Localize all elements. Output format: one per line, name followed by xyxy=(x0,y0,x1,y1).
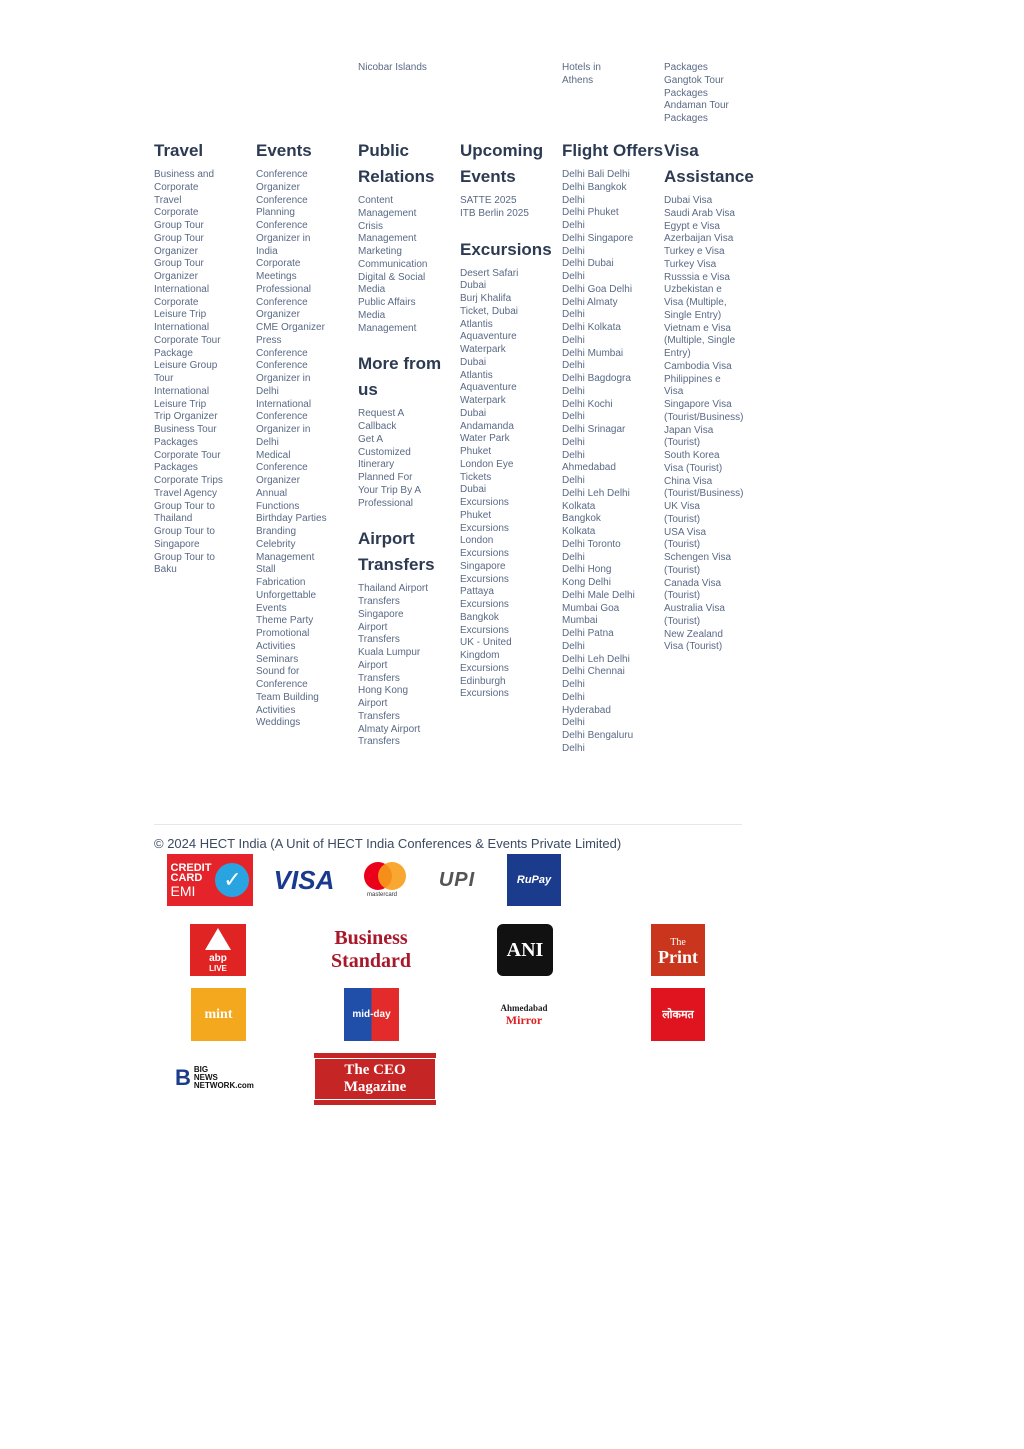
footer-link[interactable]: Delhi xyxy=(562,679,585,690)
footer-link[interactable]: Water Park xyxy=(460,433,510,445)
footer-link[interactable]: Delhi Bengaluru xyxy=(562,730,634,741)
footer-link[interactable]: Vietnam e Visa xyxy=(664,322,731,334)
visa-logo: VISA xyxy=(273,864,335,895)
footer-link[interactable]: Delhi Patna xyxy=(562,628,614,639)
footer-link[interactable]: Singapore xyxy=(460,560,506,572)
footer-link[interactable]: Turkey Visa xyxy=(664,258,717,270)
footer-link[interactable]: Delhi Dubai xyxy=(562,258,614,270)
footer-link[interactable]: (Tourist) xyxy=(664,564,701,576)
footer-link[interactable]: International xyxy=(154,385,210,397)
emi-line1: CREDIT xyxy=(170,861,212,874)
footer-link-list xyxy=(358,195,460,335)
footer-link[interactable]: Group Tour xyxy=(154,220,204,231)
footer-link[interactable]: Waterpark xyxy=(460,344,506,355)
footer-link[interactable]: Transfers xyxy=(358,736,400,748)
footer-link-list xyxy=(460,195,562,221)
footer-link[interactable]: Bangkok xyxy=(562,513,601,525)
footer-link[interactable]: (Tourist) xyxy=(664,437,701,449)
footer-link[interactable]: Ticket, Dubai xyxy=(460,305,518,317)
footer-section-heading: Travel xyxy=(154,141,204,160)
footer-link[interactable]: Delhi xyxy=(562,449,585,461)
footer-link[interactable]: Conference xyxy=(256,169,308,180)
footer-link[interactable]: Travel Agency xyxy=(154,487,217,499)
footer-link[interactable]: Organizer xyxy=(256,309,300,321)
mint-logo[interactable]: mint xyxy=(191,988,246,1041)
footer-link[interactable]: Delhi Hong xyxy=(562,564,612,576)
footer-link-list xyxy=(562,169,664,756)
footer-link[interactable]: Marketing xyxy=(358,246,402,257)
fragment-link[interactable]: Packages xyxy=(664,113,708,125)
footer-link[interactable]: Edinburgh xyxy=(460,675,506,687)
footer-link[interactable]: Aquaventure xyxy=(460,382,517,394)
footer-link[interactable]: Single Entry) xyxy=(664,309,722,321)
fragment-link[interactable]: Packages xyxy=(664,87,708,99)
footer-link[interactable]: Conference xyxy=(256,220,308,231)
footer-link[interactable]: Organizer xyxy=(154,271,198,282)
footer-link[interactable]: Crisis xyxy=(358,220,383,232)
footer-link[interactable]: Delhi Bali Delhi xyxy=(562,169,630,180)
footer-link[interactable]: Travel xyxy=(154,194,182,206)
footer-link[interactable]: Airport xyxy=(358,659,388,671)
emi-line2: CARD xyxy=(170,872,203,884)
footer-link[interactable]: Aquaventure xyxy=(460,331,517,343)
footer-link[interactable]: Fabrication xyxy=(256,577,306,588)
footer-link[interactable]: Callback xyxy=(358,421,397,432)
footer-link[interactable]: Organizer xyxy=(256,181,300,193)
check-icon: ✓ xyxy=(215,863,249,897)
footer-link[interactable]: Corporate xyxy=(256,258,301,270)
footer-link[interactable]: Excursions xyxy=(460,522,509,534)
footer-link[interactable]: Delhi Leh Delhi xyxy=(562,487,630,499)
top-fragment-col5 xyxy=(562,62,654,88)
footer-link[interactable]: Pattaya xyxy=(460,586,494,598)
footer-link-list xyxy=(358,408,460,510)
emi-line3: EMI xyxy=(170,882,196,899)
footer-link[interactable]: Branding xyxy=(256,526,297,537)
footer-link[interactable]: Dubai Visa xyxy=(664,195,713,206)
footer-link[interactable]: UK - United xyxy=(460,637,512,649)
footer-link[interactable]: Waterpark xyxy=(460,395,506,406)
footer-link[interactable]: Tour xyxy=(154,373,174,384)
footer-link[interactable]: Excursions xyxy=(460,624,509,636)
footer-link[interactable]: Dubai xyxy=(460,484,487,496)
footer-link[interactable]: Delhi xyxy=(562,245,585,257)
top-fragment-col6 xyxy=(664,62,756,126)
footer-link[interactable]: Team Building xyxy=(256,691,319,703)
footer-link[interactable]: Excursions xyxy=(460,599,509,610)
footer-link[interactable]: (Tourist) xyxy=(664,590,701,602)
footer-link[interactable]: Delhi xyxy=(256,385,279,397)
footer-link[interactable]: London Eye xyxy=(460,458,514,470)
amirror-line1: Ahmedabad xyxy=(500,1003,548,1013)
footer-link[interactable]: Stall xyxy=(256,564,276,576)
footer-link[interactable]: Corporate xyxy=(154,181,199,193)
abp-triangle-icon xyxy=(205,928,231,950)
footer-link[interactable]: Corporate Tour xyxy=(154,449,221,461)
lokmat-logo[interactable]: लोकमत xyxy=(651,988,705,1041)
footer-link[interactable]: Activities xyxy=(256,704,296,716)
footer-link[interactable]: Delhi Kolkata xyxy=(562,322,621,333)
footer-link[interactable]: Customized xyxy=(358,446,411,458)
footer-link[interactable]: Delhi Mumbai xyxy=(562,347,624,359)
footer-link[interactable]: Request A xyxy=(358,408,405,420)
footer-link[interactable]: Kolkata xyxy=(562,526,596,537)
footer-link[interactable]: Canada Visa xyxy=(664,577,722,589)
big-news-network-logo[interactable] xyxy=(175,1063,265,1093)
footer-link[interactable]: International xyxy=(256,398,312,410)
footer-link[interactable]: Management xyxy=(256,551,315,563)
footer-link[interactable]: Bangkok xyxy=(460,611,499,623)
footer-section-heading: Visa Assistance xyxy=(664,141,754,186)
mastercard-label: mastercard xyxy=(366,892,397,898)
footer-link[interactable]: Delhi xyxy=(562,334,585,346)
footer-link-list xyxy=(460,268,562,702)
footer-link[interactable]: Leisure Trip xyxy=(154,309,207,321)
footer-link[interactable]: International xyxy=(154,283,210,295)
footer-link[interactable]: Digital & Social xyxy=(358,271,426,283)
fragment-link[interactable]: Packages xyxy=(664,62,708,73)
footer-link[interactable]: Media xyxy=(358,309,386,321)
footer-link[interactable]: Almaty Airport xyxy=(358,723,421,735)
footer-link[interactable]: Your Trip By A xyxy=(358,484,421,496)
footer-link[interactable]: Visa xyxy=(664,386,684,398)
footer-link[interactable]: Group Tour to xyxy=(154,551,215,563)
print-the: The xyxy=(670,937,686,948)
footer-link[interactable]: Singapore xyxy=(154,538,200,550)
footer-section-heading: Public Relations xyxy=(358,141,435,186)
footer-link[interactable]: Organizer xyxy=(256,475,300,486)
footer-section-heading: Excursions xyxy=(460,239,552,259)
footer-link[interactable]: Conference xyxy=(256,360,308,372)
credit-card-emi-logo xyxy=(167,854,253,906)
footer-link[interactable]: Hyderabad xyxy=(562,704,611,716)
footer-column xyxy=(358,138,460,765)
footer-link[interactable]: Group Tour to xyxy=(154,500,215,512)
footer-link[interactable]: Delhi Chennai xyxy=(562,666,625,678)
copyright-text: © 2024 HECT India (A Unit of HECT India Conferences & Events Private Limited) xyxy=(154,836,622,851)
footer-link[interactable]: Delhi xyxy=(562,194,585,206)
footer-link[interactable]: Cambodia Visa xyxy=(664,360,732,372)
footer-link-list xyxy=(664,195,764,654)
footer-link[interactable]: Package xyxy=(154,347,193,359)
fragment-link[interactable]: Andaman Tour xyxy=(664,100,729,112)
bnn-news: NEWS xyxy=(193,1073,218,1082)
footer-link[interactable]: Management xyxy=(358,207,417,219)
footer-link[interactable]: Conference xyxy=(256,194,308,206)
footer-link[interactable]: China Visa xyxy=(664,475,713,487)
footer-link[interactable]: Activities xyxy=(256,640,296,652)
footer-link[interactable]: Planning xyxy=(256,207,295,219)
footer-link[interactable]: Japan Visa xyxy=(664,424,714,436)
footer-link-list xyxy=(358,583,460,749)
footer-link[interactable]: Delhi Phuket xyxy=(562,207,619,219)
footer-link[interactable]: UK Visa xyxy=(664,501,700,512)
footer-column xyxy=(256,138,358,746)
footer-link[interactable]: Delhi xyxy=(562,411,585,423)
footer-link[interactable]: Delhi xyxy=(562,742,585,754)
footer-link[interactable]: Andamanda xyxy=(460,420,514,432)
footer-link[interactable]: Delhi Bagdogra xyxy=(562,373,631,384)
fragment-link[interactable]: Nicobar Islands xyxy=(358,62,427,73)
footer-link[interactable]: Conference xyxy=(256,679,308,690)
footer-link[interactable]: Delhi Almaty xyxy=(562,296,618,308)
footer-link[interactable]: Get A xyxy=(358,433,384,445)
footer-link[interactable]: Group Tour xyxy=(154,258,204,270)
footer-link[interactable]: Conference xyxy=(256,411,308,423)
footer-link[interactable]: Kingdom xyxy=(460,650,500,661)
footer-link[interactable]: Delhi xyxy=(562,640,585,652)
footer-link[interactable]: Turkey e Visa xyxy=(664,246,725,257)
footer-link[interactable]: Corporate Trips xyxy=(154,475,223,486)
footer-link[interactable]: Thailand xyxy=(154,513,193,525)
footer-link[interactable]: Delhi xyxy=(562,436,585,448)
footer-link[interactable]: Sound for xyxy=(256,666,300,678)
print-name: Print xyxy=(658,947,698,967)
footer-link[interactable]: Functions xyxy=(256,500,300,512)
footer-link[interactable]: Promotional xyxy=(256,628,310,639)
footer-link[interactable]: Egypt e Visa xyxy=(664,220,720,232)
footer-link[interactable]: Delhi Male Delhi xyxy=(562,589,635,601)
footer-link[interactable]: Organizer in xyxy=(256,424,311,435)
footer-link[interactable]: Leisure Trip xyxy=(154,398,207,410)
footer-link[interactable]: Delhi xyxy=(562,360,585,372)
footer-link[interactable]: Conference xyxy=(256,296,308,308)
footer-link[interactable]: Visa (Tourist) xyxy=(664,462,723,474)
footer-link[interactable]: Atlantis xyxy=(460,369,493,381)
footer-link[interactable]: Dubai xyxy=(460,356,487,368)
footer-link[interactable]: Group Tour xyxy=(154,232,204,244)
footer-link[interactable]: London xyxy=(460,535,494,547)
amirror-line2: Mirror xyxy=(505,1013,543,1027)
footer-link[interactable]: Dubai xyxy=(460,280,487,292)
footer-link[interactable]: Transfers xyxy=(358,596,400,607)
footer-column xyxy=(154,138,256,593)
footer-column xyxy=(460,138,562,717)
footer-link[interactable]: Packages xyxy=(154,462,198,474)
bnn-b-icon: B xyxy=(175,1065,191,1090)
footer-link[interactable]: Ahmedabad xyxy=(562,462,616,474)
footer-link-list xyxy=(154,169,256,577)
footer-link[interactable]: Packages xyxy=(154,436,198,448)
footer-link[interactable]: Delhi xyxy=(562,271,585,282)
footer-link[interactable]: Delhi Bangkok xyxy=(562,181,627,193)
footer-divider xyxy=(154,824,742,825)
footer-link[interactable]: Corporate xyxy=(154,207,199,219)
footer-link[interactable]: Professional xyxy=(358,497,414,509)
footer-section-heading: Upcoming Events xyxy=(460,141,544,186)
bnn-big: BIG xyxy=(193,1065,209,1074)
footer-link[interactable]: Organizer xyxy=(154,245,198,257)
abp-live-logo[interactable] xyxy=(190,924,246,976)
footer-link[interactable]: Organizer in xyxy=(256,232,311,244)
footer-column xyxy=(562,138,664,772)
footer-link[interactable]: Singapore xyxy=(358,608,404,620)
footer-link[interactable]: Russsia e Visa xyxy=(664,271,730,283)
footer-link[interactable]: Delhi xyxy=(562,309,585,321)
footer-link[interactable]: (Tourist/Business) xyxy=(664,488,744,500)
ani-logo[interactable]: ANI xyxy=(497,924,553,976)
footer-link[interactable]: (Multiple, Single xyxy=(664,335,736,347)
footer-link[interactable]: Kong Delhi xyxy=(562,577,611,588)
footer-link[interactable]: Airport xyxy=(358,698,388,709)
footer-link[interactable]: International xyxy=(154,322,210,333)
footer-link[interactable]: Schengen Visa xyxy=(664,552,732,563)
footer-link[interactable]: Organizer in xyxy=(256,373,311,384)
upi-logo: UPI xyxy=(438,868,476,891)
footer-link[interactable]: Singapore Visa xyxy=(664,399,732,410)
business-standard-logo[interactable]: Business Standard xyxy=(330,927,412,972)
footer-link[interactable]: Management xyxy=(358,322,417,334)
footer-section-heading: Flight Offers xyxy=(562,141,664,160)
footer-link[interactable]: Delhi Singapore xyxy=(562,232,634,244)
footer-link[interactable]: Celebrity xyxy=(256,538,296,550)
fragment-link[interactable]: Hotels in xyxy=(562,62,601,73)
footer-link[interactable]: Baku xyxy=(154,564,177,576)
footer-link[interactable]: Excursions xyxy=(460,662,509,674)
footer-link[interactable]: Theme Party xyxy=(256,615,314,627)
footer-link[interactable]: Mumbai xyxy=(562,615,598,627)
footer-link[interactable]: Philippines e xyxy=(664,373,721,385)
footer-link[interactable]: CME Organizer xyxy=(256,322,325,333)
footer-link[interactable]: Trip Organizer xyxy=(154,411,218,423)
footer-link[interactable]: Delhi Leh Delhi xyxy=(562,653,630,665)
footer-link[interactable]: Kolkata xyxy=(562,500,596,512)
ceo-magazine-logo[interactable] xyxy=(314,1053,436,1105)
footer-link[interactable]: Medical xyxy=(256,449,291,461)
footer-link[interactable]: Events xyxy=(256,602,287,614)
footer-link[interactable]: Itinerary xyxy=(358,459,395,471)
ahmedabad-mirror-logo[interactable] xyxy=(497,996,551,1032)
footer-link[interactable]: Leisure Group xyxy=(154,360,218,372)
rupay-logo: RuPay xyxy=(507,854,561,906)
footer-link[interactable]: Saudi Arab Visa xyxy=(664,207,735,219)
footer-link-list xyxy=(256,169,358,730)
footer-link[interactable]: USA Visa xyxy=(664,526,707,538)
abp-live-text: LIVE xyxy=(209,963,227,973)
footer-link[interactable]: Seminars xyxy=(256,653,299,665)
footer-link[interactable]: Group Tour to xyxy=(154,526,215,537)
footer-link[interactable]: Delhi xyxy=(562,385,585,397)
footer-link[interactable]: Management xyxy=(358,233,417,245)
footer-link[interactable]: Delhi Kochi xyxy=(562,398,613,410)
footer-link[interactable]: Excursions xyxy=(460,497,509,508)
footer-link[interactable]: Uzbekistan e xyxy=(664,284,722,296)
footer-link[interactable]: Transfers xyxy=(358,710,400,722)
footer-link[interactable]: Professional xyxy=(256,283,312,295)
footer-link[interactable]: Media xyxy=(358,284,386,296)
footer-link[interactable]: Burj Khalifa xyxy=(460,293,512,304)
footer-link[interactable]: Corporate Tour xyxy=(154,334,221,346)
footer-link[interactable]: (Tourist) xyxy=(664,513,701,525)
footer-link[interactable]: Delhi Goa Delhi xyxy=(562,283,633,295)
footer-link[interactable]: Thailand Airport xyxy=(358,583,429,595)
ceo-magazine-text: The CEO Magazine xyxy=(314,1058,436,1100)
footer-link[interactable]: India xyxy=(256,245,278,257)
footer-link[interactable]: Delhi xyxy=(562,220,585,231)
footer-link[interactable]: (Tourist) xyxy=(664,615,701,627)
footer-section-heading: Airport Transfers xyxy=(358,529,435,575)
footer-link[interactable]: Hong Kong xyxy=(358,685,409,697)
abp-text: abp xyxy=(209,952,227,964)
footer-link[interactable]: Excursions xyxy=(460,573,509,585)
footer-link[interactable]: Delhi xyxy=(562,717,585,729)
bnn-network: NETWORK.com xyxy=(193,1081,254,1090)
footer-link[interactable]: Visa (Multiple, xyxy=(664,297,727,308)
footer-section-heading: More from us xyxy=(358,354,442,400)
footer-link[interactable]: SATTE 2025 xyxy=(460,195,517,206)
footer-link[interactable]: Phuket xyxy=(460,446,492,457)
footer-link[interactable]: (Tourist) xyxy=(664,539,701,551)
footer-link[interactable]: Business Tour xyxy=(154,424,217,435)
footer-link[interactable]: Dubai xyxy=(460,407,487,419)
footer-link[interactable]: Kuala Lumpur xyxy=(358,647,421,658)
footer-link[interactable]: Transfers xyxy=(358,672,400,684)
footer-link[interactable]: Visa (Tourist) xyxy=(664,641,723,653)
footer-link[interactable]: Public Affairs xyxy=(358,297,416,308)
footer-link[interactable]: Transfers xyxy=(358,634,400,646)
footer-link[interactable]: Atlantis xyxy=(460,318,493,330)
footer-link[interactable]: Mumbai Goa xyxy=(562,602,620,614)
footer-link[interactable]: Delhi Toronto xyxy=(562,538,621,550)
mastercard-logo xyxy=(355,854,409,906)
footer-link[interactable]: Annual xyxy=(256,487,288,499)
footer-section-heading: Events xyxy=(256,141,312,160)
footer-link[interactable]: Press xyxy=(256,334,282,346)
footer-link[interactable]: New Zealand xyxy=(664,628,723,640)
footer-link[interactable]: Excursions xyxy=(460,548,509,559)
footer-link[interactable]: Australia Visa xyxy=(664,603,725,614)
footer-link[interactable]: Tickets xyxy=(460,471,492,483)
footer-link[interactable]: Desert Safari xyxy=(460,267,519,279)
footer-link[interactable]: Phuket xyxy=(460,509,492,521)
footer-link[interactable]: Business and xyxy=(154,169,215,180)
top-fragment-col3 xyxy=(358,62,450,75)
footer-link[interactable]: Delhi xyxy=(562,475,585,486)
footer-link[interactable]: Weddings xyxy=(256,717,301,729)
footer-link[interactable]: (Tourist/Business) xyxy=(664,411,744,423)
footer-link[interactable]: Birthday Parties xyxy=(256,513,327,525)
footer-link[interactable]: Delhi Srinagar xyxy=(562,424,626,435)
footer-column xyxy=(664,138,764,670)
footer-link[interactable]: Conference xyxy=(256,462,308,474)
footer-link[interactable]: Azerbaijan Visa xyxy=(664,233,734,245)
fragment-link[interactable]: Gangtok Tour xyxy=(664,74,724,86)
footer-link[interactable]: South Korea xyxy=(664,450,720,461)
footer-link[interactable]: ITB Berlin 2025 xyxy=(460,207,529,219)
footer-link[interactable]: Planned For xyxy=(358,472,413,483)
footer-link[interactable]: Conference xyxy=(256,347,308,359)
footer-link[interactable]: Unforgettable xyxy=(256,589,317,601)
footer-link[interactable]: Delhi xyxy=(256,436,279,448)
footer-link[interactable]: Meetings xyxy=(256,271,297,282)
mid-day-logo[interactable]: mid-day xyxy=(344,988,399,1041)
footer-link[interactable]: Excursions xyxy=(460,688,509,700)
footer-link[interactable]: Corporate xyxy=(154,296,199,308)
footer-link[interactable]: Delhi xyxy=(562,551,585,563)
the-print-logo[interactable] xyxy=(651,924,705,976)
footer-link[interactable]: Entry) xyxy=(664,348,691,359)
footer-link[interactable]: Communication xyxy=(358,258,428,270)
footer-link[interactable]: Delhi xyxy=(562,691,585,703)
fragment-link[interactable]: Athens xyxy=(562,74,594,86)
footer-link[interactable]: Airport xyxy=(358,621,388,633)
footer-link[interactable]: Content xyxy=(358,195,394,206)
